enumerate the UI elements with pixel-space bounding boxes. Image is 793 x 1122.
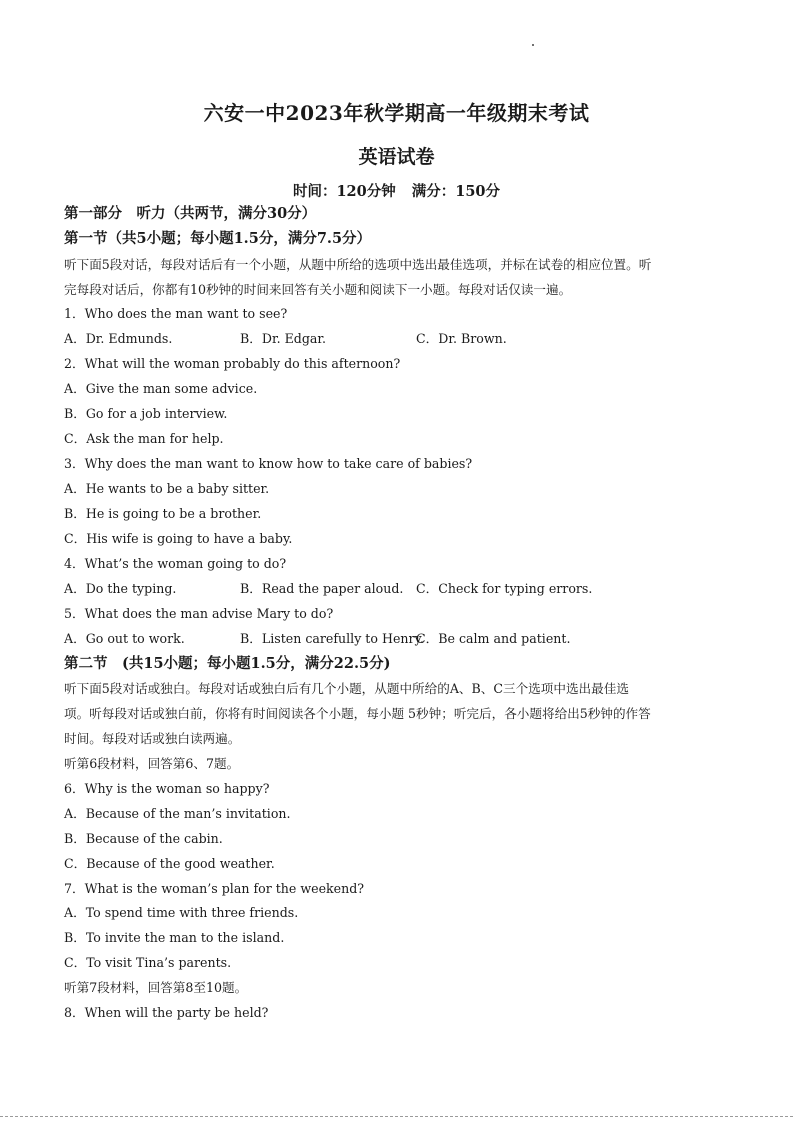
question-8: 8．When will the party be held? <box>64 1005 269 1020</box>
score-label: 满分：150分 <box>411 183 501 200</box>
q2-option-b: B．Go for a job interview. <box>64 406 228 421</box>
q2-option-c: C．Ask the man for help. <box>64 431 224 446</box>
q5-option-b: B．Listen carefully to Henry. <box>240 631 424 646</box>
page-dot <box>532 44 534 46</box>
section1-instruction: 完每段对话后，你都有10秒钟的时间来回答有关小题和阅读下一小题。每段对话仅读一遍。 <box>64 282 572 297</box>
q1-option-b: B．Dr. Edgar. <box>240 331 327 346</box>
section1-heading: 第一节（共5小题；每小题1.5分，满分7.5分） <box>64 230 372 247</box>
q5-option-c: C．Be calm and patient. <box>416 631 571 646</box>
q7-option-a: A．To spend time with three friends. <box>64 905 299 920</box>
part1-heading: 第一部分 听力（共两节，满分30分） <box>64 205 317 222</box>
q3-option-c: C．His wife is going to have a baby. <box>64 531 293 546</box>
q6-option-a: A．Because of the man’s invitation. <box>64 806 291 821</box>
page-bottom-rule <box>0 1116 793 1117</box>
exam-time-score <box>0 180 793 201</box>
q3-option-b: B．He is going to be a brother. <box>64 506 262 521</box>
section2-instruction: 项。听每段对话或独白前，你将有时间阅读各个小题，每小题 5秒钟；听完后，各小题将给出5秒钟的作答 <box>64 706 651 721</box>
question-7: 7．What is the woman’s plan for the weekend? <box>64 881 365 896</box>
q7-option-b: B．To invite the man to the island. <box>64 930 285 945</box>
q2-option-a: A．Give the man some advice. <box>64 381 258 396</box>
exam-title: 六安一中2023年秋学期高一年级期末考试 <box>203 101 590 125</box>
question-4: 4．What’s the woman going to do? <box>64 556 287 571</box>
q6-option-b: B．Because of the cabin. <box>64 831 223 846</box>
question-6: 6．Why is the woman so happy? <box>64 781 270 796</box>
exam-subject: 英语试卷 <box>358 146 435 168</box>
q4-option-a: A．Do the typing. <box>64 581 177 596</box>
q5-option-a: A．Go out to work. <box>64 631 185 646</box>
question-1: 1．Who does the man want to see? <box>64 306 288 321</box>
section1-instruction: 听下面5段对话，每段对话后有一个小题，从题中所给的选项中选出最佳选项，并标在试卷的相应位置。听 <box>64 257 652 272</box>
q7-option-c: C．To visit Tina’s parents. <box>64 955 232 970</box>
material-6-note: 听第6段材料，回答第6、7题。 <box>64 756 240 771</box>
question-3: 3．Why does the man want to know how to take care of babies? <box>64 456 473 471</box>
question-2: 2．What will the woman probably do this afternoon? <box>64 356 401 371</box>
q4-option-b: B．Read the paper aloud. <box>240 581 404 596</box>
q4-option-c: C．Check for typing errors. <box>416 581 593 596</box>
q1-option-a: A．Dr. Edmunds. <box>64 331 173 346</box>
section2-instruction: 听下面5段对话或独白。每段对话或独白后有几个小题，从题中所给的A、B、C三个选项中选出最佳选 <box>64 681 629 696</box>
q6-option-c: C．Because of the good weather. <box>64 856 275 871</box>
q3-option-a: A．He wants to be a baby sitter. <box>64 481 270 496</box>
section2-instruction: 时间。每段对话或独白读两遍。 <box>64 731 241 746</box>
section2-heading: 第二节 (共15小题；每小题1.5分，满分22.5分) <box>64 655 391 672</box>
question-5: 5．What does the man advise Mary to do? <box>64 606 334 621</box>
q1-option-c: C．Dr. Brown. <box>416 331 507 346</box>
material-7-note: 听第7段材料，回答第8至10题。 <box>64 980 248 995</box>
time-label: 时间：120分钟 <box>292 183 396 200</box>
